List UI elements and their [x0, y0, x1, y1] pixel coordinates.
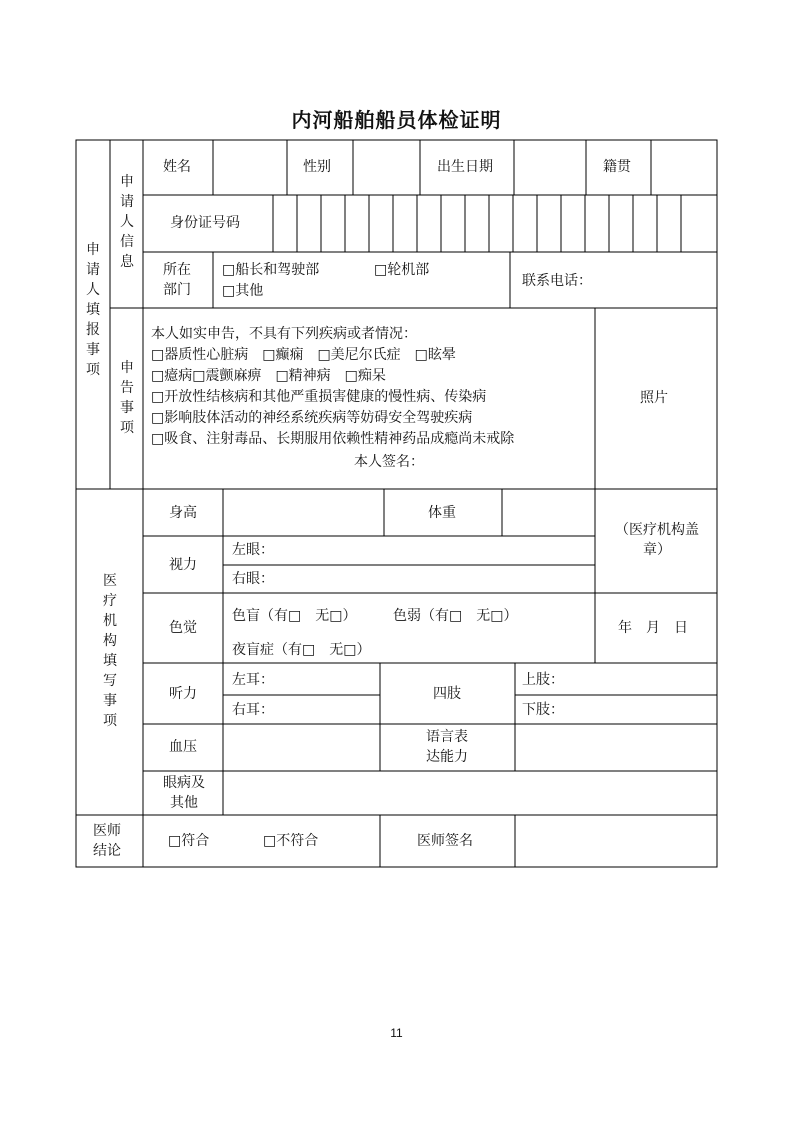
- name-label: 姓名: [163, 159, 191, 175]
- color-vision-label: 色觉: [169, 620, 197, 636]
- declaration-line: 本人如实申告，不具有下列疾病或者情况：: [151, 326, 417, 342]
- birthdate-label: 出生日期: [437, 159, 493, 175]
- eye-disease-label: 眼病及其他: [163, 775, 205, 811]
- department-label: 所在部门: [163, 262, 191, 298]
- dept-option-other[interactable]: □其他: [222, 283, 264, 299]
- right-eye-label: 右眼：: [232, 571, 274, 587]
- declaration-line[interactable]: □影响肢体活动的神经系统疾病等妨碍安全驾驶疾病: [151, 410, 473, 426]
- applicant-info-label: 申请人信息: [120, 174, 134, 270]
- right-ear-label: 右耳：: [232, 702, 274, 718]
- declaration-line[interactable]: □开放性结核病和其他严重损害健康的慢性病、传染病: [151, 389, 487, 405]
- gender-label: 性别: [303, 159, 331, 175]
- conclusion-fail-option[interactable]: □不符合: [263, 833, 319, 849]
- institution-seal-label: （医疗机构盖章）: [615, 522, 699, 558]
- page-title: 内河船舶船员体检证明: [291, 108, 502, 132]
- height-label: 身高: [169, 505, 197, 521]
- declaration-line[interactable]: □吸食、注射毒品、长期服用依赖性精神药品成瘾尚未戒除: [151, 431, 515, 447]
- declaration-line[interactable]: □器质性心脏病 □癫痫 □美尼尔氏症 □眩晕: [151, 347, 456, 363]
- doctor-conclusion-label: 医师结论: [93, 823, 121, 859]
- medical-section-label: 医疗机构填写事项: [103, 573, 117, 729]
- color-weak-option[interactable]: 色弱（有□ 无□）: [393, 608, 518, 624]
- dept-option-captain[interactable]: □船长和驾驶部: [222, 262, 320, 278]
- applicant-section-label: 申请人填报事项: [86, 242, 100, 378]
- upper-limb-label: 上肢：: [522, 672, 564, 688]
- applicant-signature-label: 本人签名：: [354, 454, 424, 470]
- date-label: 年 月 日: [618, 620, 688, 636]
- blood-pressure-label: 血压: [169, 739, 197, 755]
- conclusion-pass-option[interactable]: □符合: [168, 833, 210, 849]
- doctor-signature-label: 医师签名: [417, 833, 473, 849]
- declaration-line[interactable]: □癔病□震颤麻痹 □精神病 □痴呆: [151, 368, 386, 384]
- left-ear-label: 左耳：: [232, 672, 274, 688]
- phone-label: 联系电话：: [522, 273, 592, 289]
- color-blind-option[interactable]: 色盲（有□ 无□）: [232, 608, 357, 624]
- vision-label: 视力: [169, 557, 197, 573]
- native-place-label: 籍贯: [603, 159, 631, 175]
- limbs-label: 四肢: [433, 686, 461, 702]
- weight-label: 体重: [428, 505, 456, 521]
- declaration-label: 申告事项: [120, 360, 134, 436]
- page-number: 11: [390, 1026, 403, 1040]
- hearing-label: 听力: [169, 686, 197, 702]
- photo-label: 照片: [640, 390, 668, 406]
- speech-ability-label: 语言表达能力: [426, 729, 468, 765]
- dept-option-engine[interactable]: □轮机部: [374, 262, 430, 278]
- night-blind-option[interactable]: 夜盲症（有□ 无□）: [232, 642, 371, 658]
- id-number-label: 身份证号码: [170, 215, 240, 231]
- left-eye-label: 左眼：: [232, 542, 274, 558]
- lower-limb-label: 下肢：: [522, 702, 564, 718]
